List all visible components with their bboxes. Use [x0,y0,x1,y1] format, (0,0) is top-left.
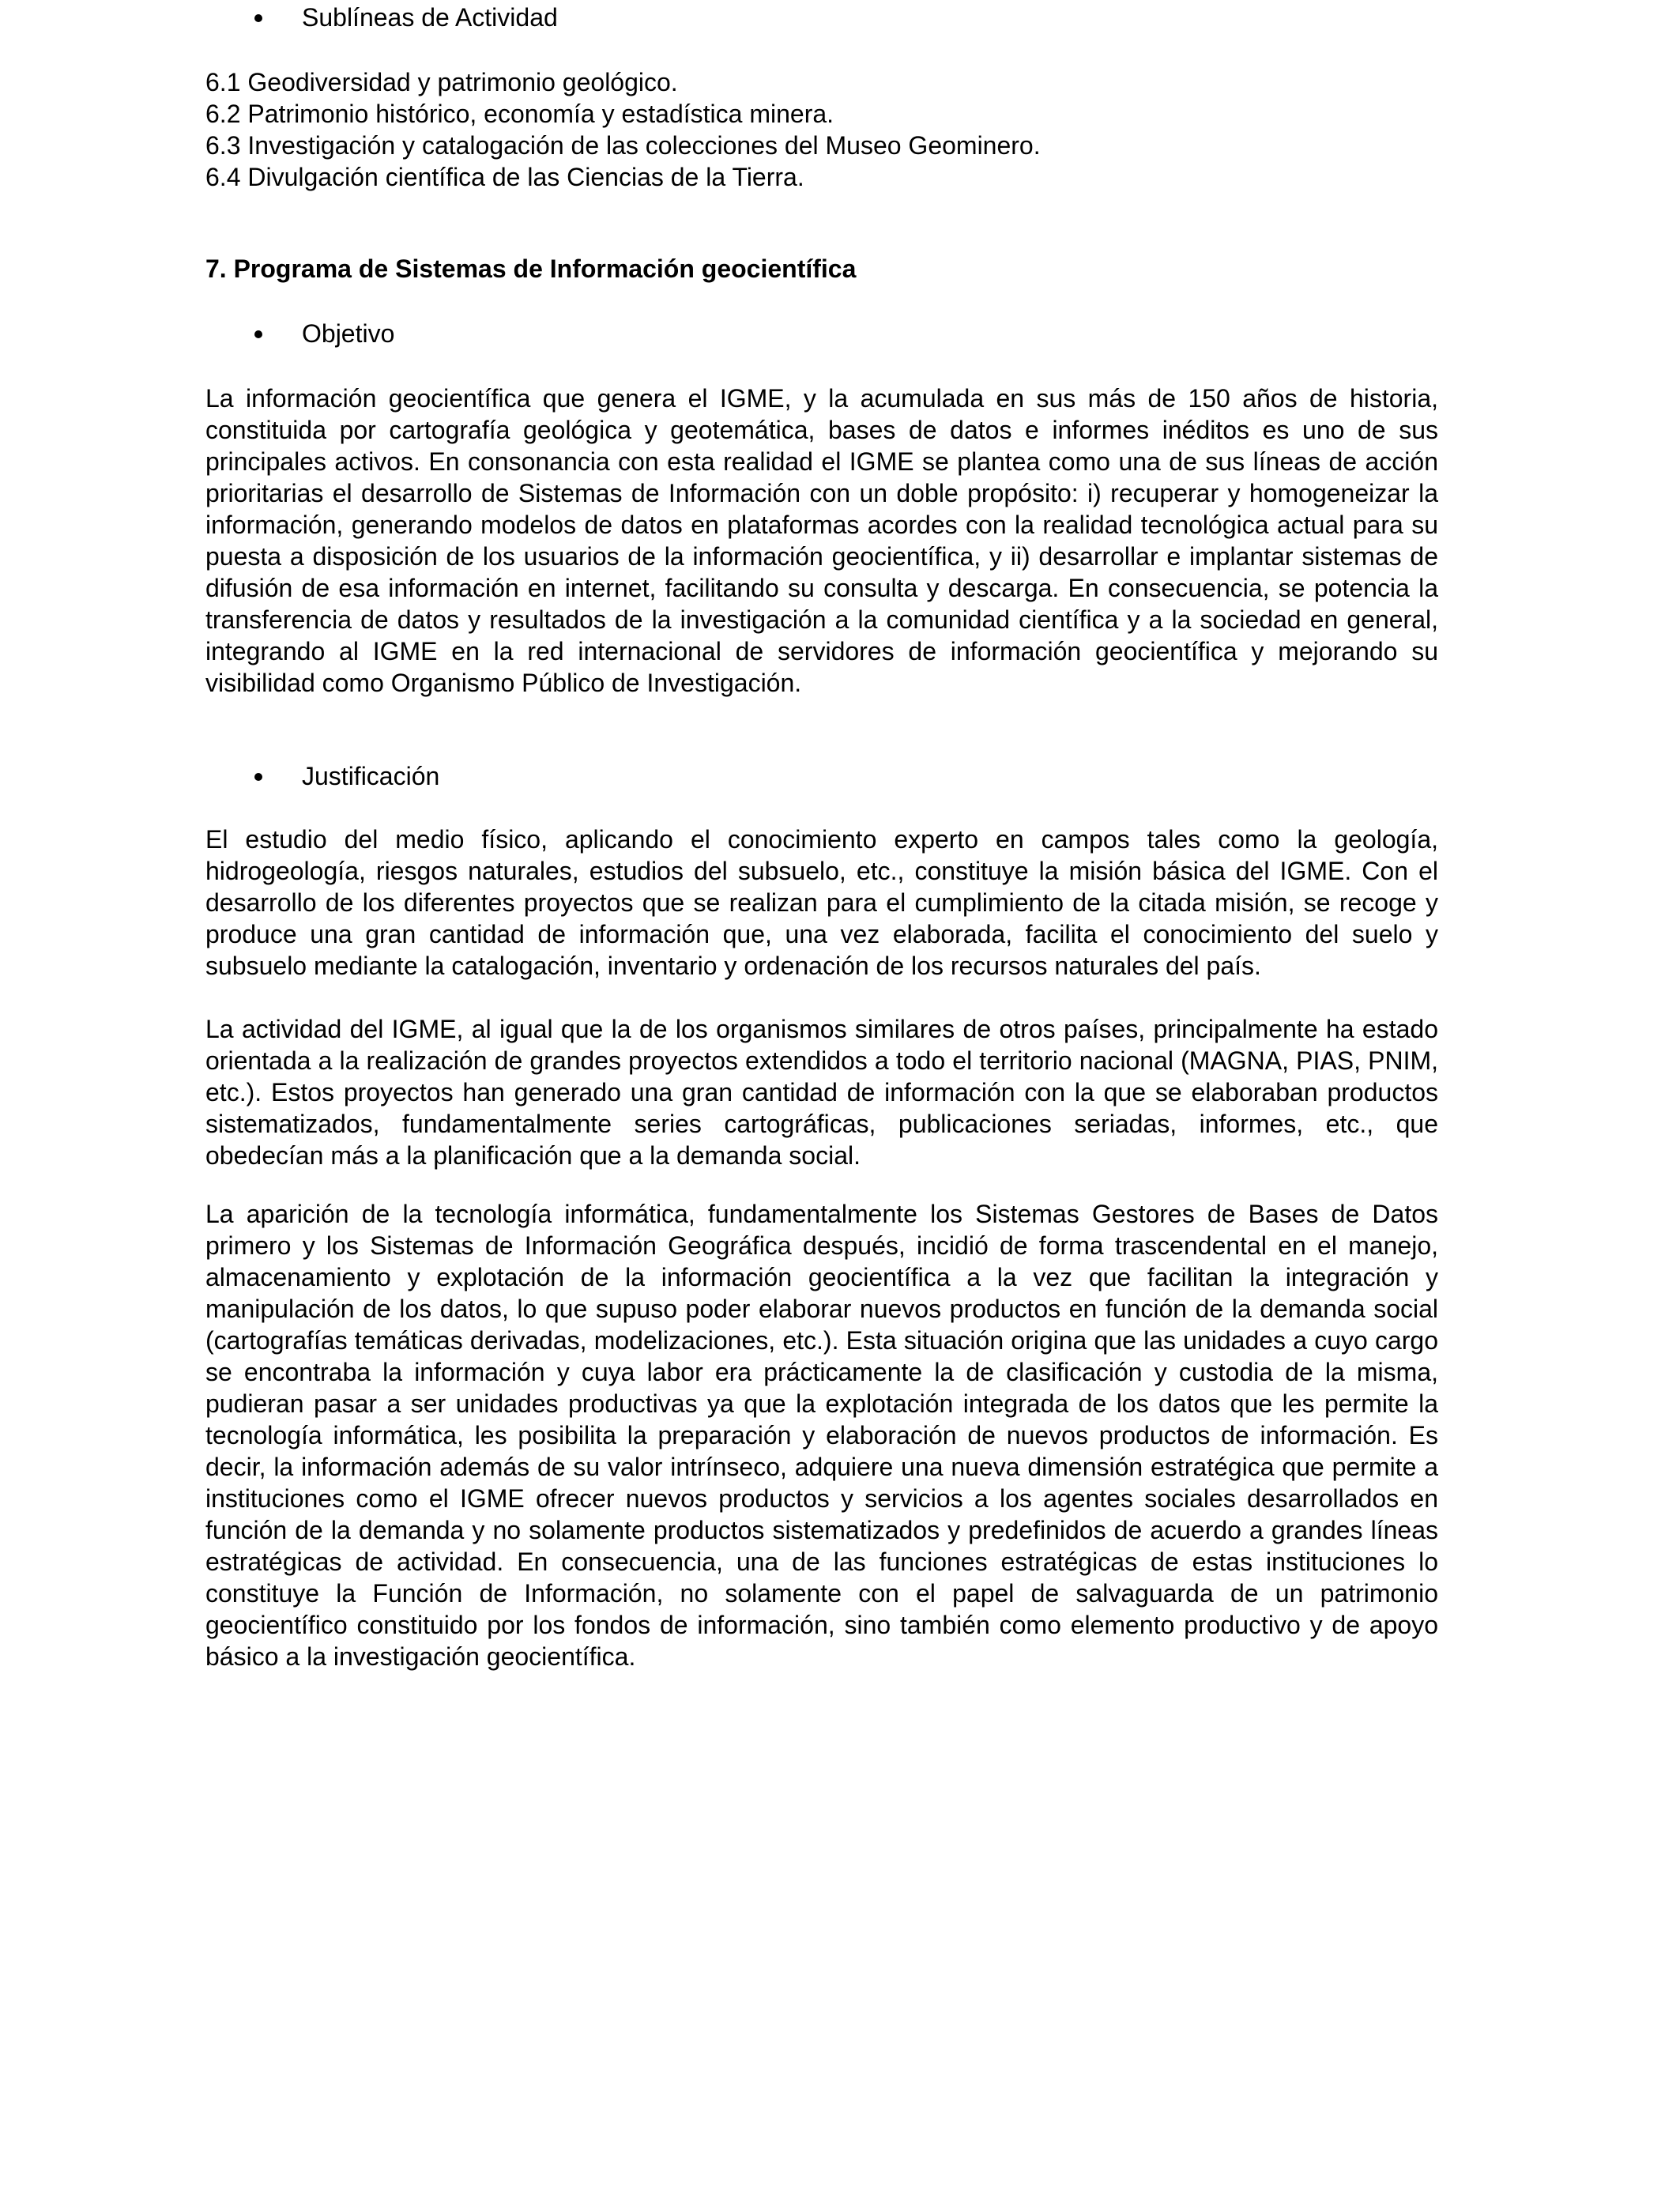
bullet-sublineas-label: Sublíneas de Actividad [302,3,558,32]
bullet-justificacion-label: Justificación [302,762,440,790]
bullet-objetivo-label: Objetivo [302,319,395,348]
bullet-dot-icon [254,14,262,22]
bullet-dot-icon [254,773,262,781]
list-item: 6.3 Investigación y catalogación de las colecciones del Museo Geominero. [205,131,1041,160]
justificacion-paragraph-2: La actividad del IGME, al igual que la de los organismos similares de otros países, principalmente ha estado orientada a la realización de grandes proyectos extendidos a todo el territorio nacional (MAGNA, PIAS, PNIM, etc.). Estos proyectos han generado una gran cantidad de información con la que se elaboraban productos sistematizados, fundamentalmente series cartográficas, publicaciones seriadas, informes, etc., que obedecían más a la planificación que a la demanda social. [205,1015,1438,1170]
justificacion-paragraph-3: La aparición de la tecnología informática, fundamentalmente los Sistemas Gestores de Bases de Datos primero y los Sistemas de Información Geográfica después, incidió de forma trascendental en el manejo, almacenamiento y explotación de la información geocientífica a la vez que facilitan la integración y manipulación de los datos, lo que supuso poder elaborar nuevos productos en función de la demanda social (cartografías temáticas derivadas, modelizaciones, etc.). Esta situación origina que las unidades a cuyo cargo se encontraba la información y cuya labor era prácticamente la de clasificación y custodia de la misma, pudieran pasar a ser unidades productivas ya que la explotación integrada de los datos que les permite la tecnología informática, les posibilita la preparación y elaboración de nuevos productos de información. Es decir, la información además de su valor intrínseco, adquiere una nueva dimensión estratégica que permite a instituciones como el IGME ofrecer nuevos productos y servicios a los agentes sociales desarrollados en función de la demanda y no solamente productos sistematizados y predefinidos de acuerdo a grandes líneas estratégicas de actividad. En consecuencia, una de las funciones estratégicas de estas instituciones lo constituye la Función de Información, no solamente con el papel de salvaguarda de un patrimonio geocientífico constituido por los fondos de información, sino también como elemento productivo y de apoyo básico a la investigación geocientífica. [205,1200,1438,1671]
bullet-sublineas [205,2,1535,33]
sublineas-list [205,66,1438,193]
list-item: 6.1 Geodiversidad y patrimonio geológico. [205,68,678,96]
objetivo-paragraph: La información geocientífica que genera el IGME, y la acumulada en sus más de 150 años de historia, constituida por cartografía geológica y geotemática, bases de datos e informes inéditos es uno de sus principales activos. En consonancia con esta realidad el IGME se plantea como una de sus líneas de acción prioritarias el desarrollo de Sistemas de Información con un doble propósito: i) recuperar y homogeneizar la información, generando modelos de datos en plataformas acordes con la realidad tecnológica actual para su puesta a disposición de los usuarios de la información geocientífica, y ii) desarrollar e implantar sistemas de difusión de esa información en internet, facilitando su consulta y descarga. En consecuencia, se potencia la transferencia de datos y resultados de la investigación a la comunidad científica y a la sociedad en general, integrando al IGME en la red internacional de servidores de información geocientífica y mejorando su visibilidad como Organismo Público de Investigación. [205,384,1438,697]
bullet-justificacion [205,760,1535,792]
list-item: 6.4 Divulgación científica de las Ciencias de la Tierra. [205,163,804,191]
bullet-objetivo [205,318,1535,349]
section-title: 7. Programa de Sistemas de Información geocientífica [205,254,857,283]
bullet-dot-icon [254,330,262,338]
list-item: 6.2 Patrimonio histórico, economía y estadística minera. [205,100,834,128]
justificacion-paragraph-1: El estudio del medio físico, aplicando el conocimiento experto en campos tales como la geología, hidrogeología, riesgos naturales, estudios del subsuelo, etc., constituye la misión básica del IGME. Con el desarrollo de los diferentes proyectos que se realizan para el cumplimiento de la citada misión, se recoge y produce una gran cantidad de información que, una vez elaborada, facilita el conocimiento del suelo y subsuelo mediante la catalogación, inventario y ordenación de los recursos naturales del país. [205,825,1438,980]
